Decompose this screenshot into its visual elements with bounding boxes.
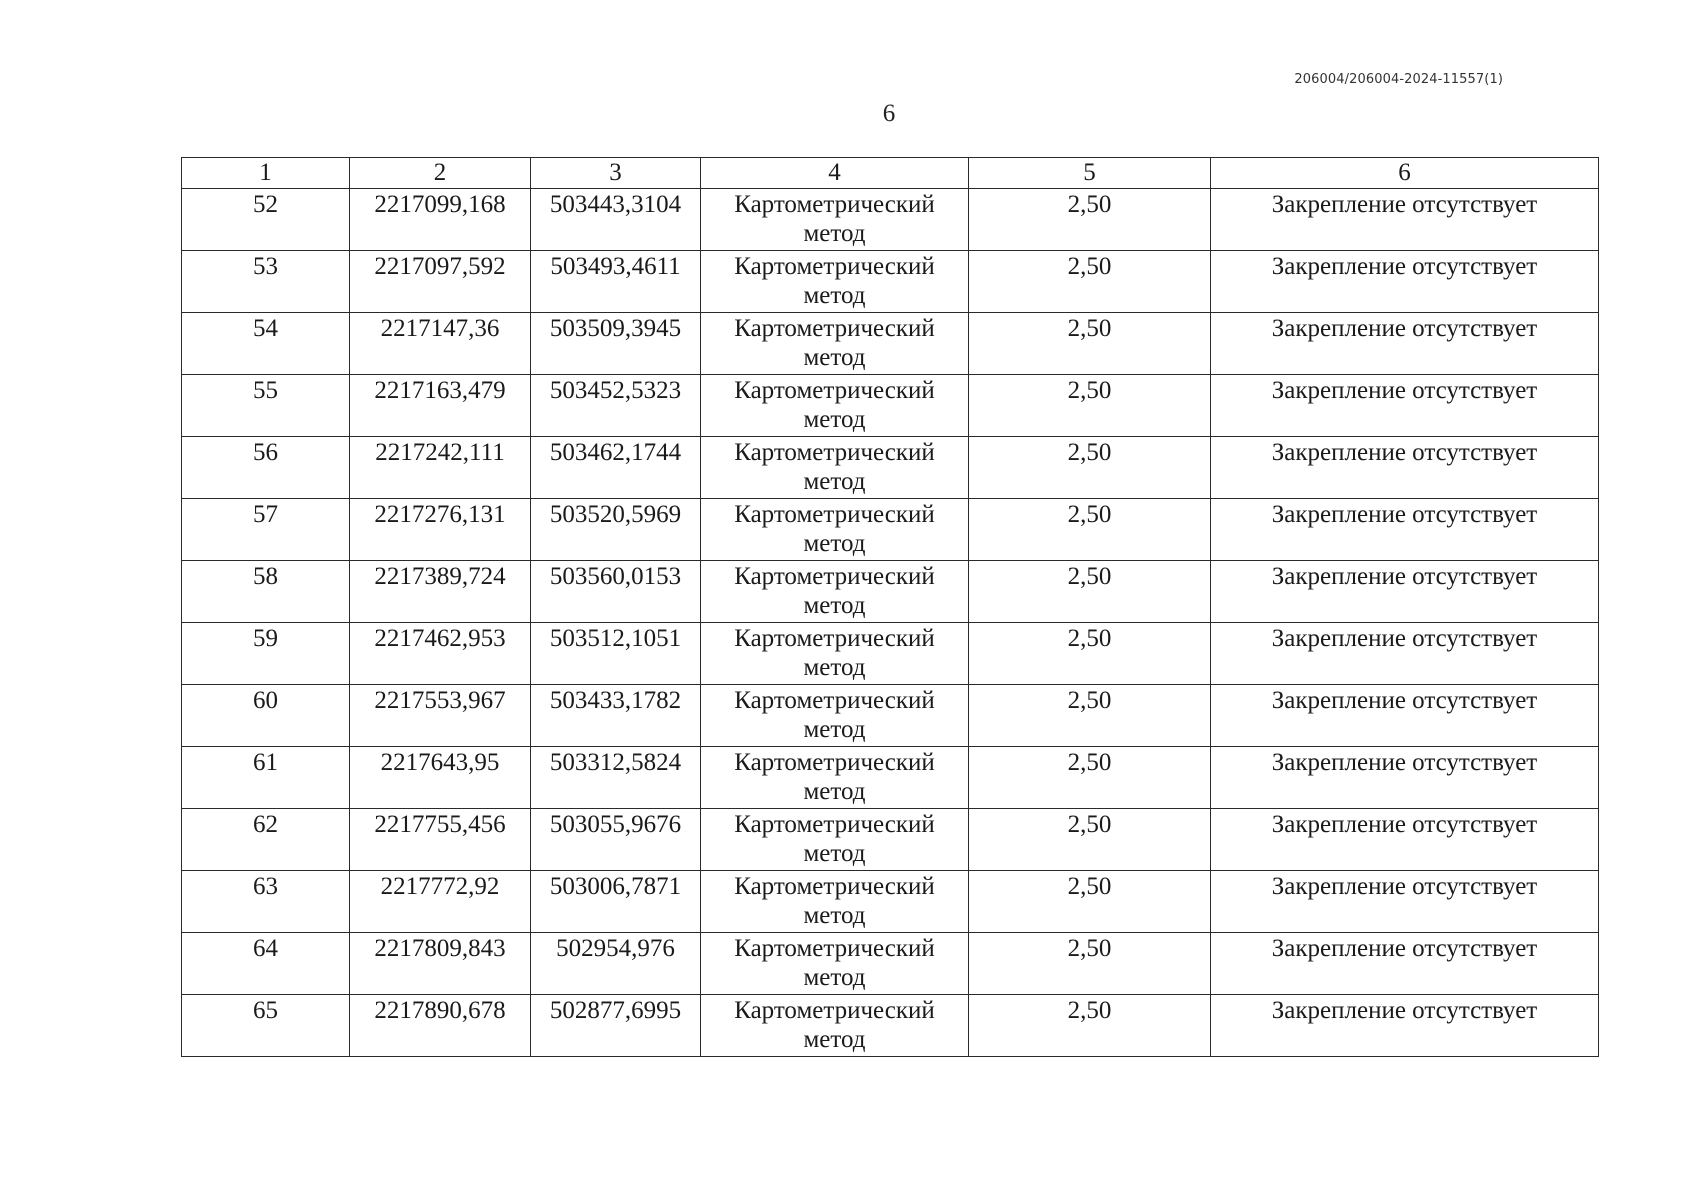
coordinate-x-cell: 2217755,456 (350, 809, 531, 871)
coordinate-y-cell: 503509,3945 (531, 313, 701, 375)
point-number-cell: 64 (182, 933, 350, 995)
fixing-description-cell: Закрепление отсутствует (1211, 933, 1599, 995)
coordinate-y-cell: 503493,4611 (531, 251, 701, 313)
method-line-1: Картометрический (734, 191, 935, 218)
method-line-2: метод (803, 1026, 866, 1053)
table-row (182, 623, 1599, 685)
point-number-cell: 54 (182, 313, 350, 375)
accuracy-cell: 2,50 (969, 375, 1211, 437)
method-line-2: метод (803, 716, 866, 743)
column-header: 4 (701, 158, 969, 189)
accuracy-cell: 2,50 (969, 809, 1211, 871)
table-row (182, 747, 1599, 809)
method-line-2: метод (803, 964, 866, 991)
method-line-1: Картометрический (734, 501, 935, 528)
coordinate-x-cell: 2217163,479 (350, 375, 531, 437)
coordinate-y-cell: 502954,976 (531, 933, 701, 995)
method-cell (701, 375, 969, 437)
coordinate-y-cell: 503452,5323 (531, 375, 701, 437)
method-cell (701, 747, 969, 809)
method-cell (701, 995, 969, 1057)
method-line-1: Картометрический (734, 563, 935, 590)
method-line-2: метод (803, 902, 866, 929)
coordinate-y-cell: 503443,3104 (531, 189, 701, 251)
table-row (182, 313, 1599, 375)
coordinate-y-cell: 503462,1744 (531, 437, 701, 499)
point-number-cell: 65 (182, 995, 350, 1057)
page-number: 6 (882, 100, 896, 127)
coordinate-x-cell: 2217890,678 (350, 995, 531, 1057)
point-number-cell: 52 (182, 189, 350, 251)
coordinate-x-cell: 2217097,592 (350, 251, 531, 313)
method-line-1: Картометрический (734, 873, 935, 900)
method-line-1: Картометрический (734, 253, 935, 280)
point-number-cell: 57 (182, 499, 350, 561)
coordinate-y-cell: 503055,9676 (531, 809, 701, 871)
method-line-2: метод (803, 468, 866, 495)
column-header: 3 (531, 158, 701, 189)
table-row (182, 437, 1599, 499)
coordinate-x-cell: 2217772,92 (350, 871, 531, 933)
method-cell (701, 685, 969, 747)
point-number-cell: 58 (182, 561, 350, 623)
point-number-cell: 62 (182, 809, 350, 871)
fixing-description-cell: Закрепление отсутствует (1211, 809, 1599, 871)
method-cell (701, 561, 969, 623)
method-cell (701, 809, 969, 871)
method-line-1: Картометрический (734, 749, 935, 776)
column-header: 2 (350, 158, 531, 189)
table-row (182, 561, 1599, 623)
accuracy-cell: 2,50 (969, 251, 1211, 313)
table-row (182, 995, 1599, 1057)
method-line-1: Картометрический (734, 687, 935, 714)
point-number-cell: 59 (182, 623, 350, 685)
point-number-cell: 53 (182, 251, 350, 313)
fixing-description-cell: Закрепление отсутствует (1211, 871, 1599, 933)
fixing-description-cell: Закрепление отсутствует (1211, 995, 1599, 1057)
fixing-description-cell: Закрепление отсутствует (1211, 251, 1599, 313)
coordinate-x-cell: 2217553,967 (350, 685, 531, 747)
coordinate-x-cell: 2217389,724 (350, 561, 531, 623)
fixing-description-cell: Закрепление отсутствует (1211, 747, 1599, 809)
coordinate-y-cell: 503520,5969 (531, 499, 701, 561)
accuracy-cell: 2,50 (969, 623, 1211, 685)
method-cell (701, 623, 969, 685)
point-number-cell: 60 (182, 685, 350, 747)
point-number-cell: 61 (182, 747, 350, 809)
table-row (182, 375, 1599, 437)
coordinate-x-cell: 2217099,168 (350, 189, 531, 251)
coordinates-table (181, 157, 1599, 1057)
column-header: 5 (969, 158, 1211, 189)
column-header: 6 (1211, 158, 1599, 189)
method-line-2: метод (803, 778, 866, 805)
method-line-1: Картометрический (734, 997, 935, 1024)
method-cell (701, 189, 969, 251)
method-line-2: метод (803, 592, 866, 619)
fixing-description-cell: Закрепление отсутствует (1211, 375, 1599, 437)
method-cell (701, 499, 969, 561)
point-number-cell: 55 (182, 375, 350, 437)
method-cell (701, 933, 969, 995)
header-row (182, 158, 1599, 189)
accuracy-cell: 2,50 (969, 499, 1211, 561)
coordinate-y-cell: 503560,0153 (531, 561, 701, 623)
method-line-2: метод (803, 654, 866, 681)
table-row (182, 933, 1599, 995)
fixing-description-cell: Закрепление отсутствует (1211, 189, 1599, 251)
method-line-1: Картометрический (734, 315, 935, 342)
method-line-2: метод (803, 282, 866, 309)
table-row (182, 499, 1599, 561)
accuracy-cell: 2,50 (969, 933, 1211, 995)
accuracy-cell: 2,50 (969, 747, 1211, 809)
accuracy-cell: 2,50 (969, 437, 1211, 499)
method-line-2: метод (803, 344, 866, 371)
accuracy-cell: 2,50 (969, 189, 1211, 251)
coordinate-y-cell: 502877,6995 (531, 995, 701, 1057)
table-row (182, 809, 1599, 871)
coordinate-x-cell: 2217242,111 (350, 437, 531, 499)
method-line-2: метод (803, 220, 866, 247)
method-line-1: Картометрический (734, 377, 935, 404)
method-line-2: метод (803, 406, 866, 433)
method-cell (701, 871, 969, 933)
coordinate-x-cell: 2217147,36 (350, 313, 531, 375)
coordinate-y-cell: 503433,1782 (531, 685, 701, 747)
method-line-2: метод (803, 530, 866, 557)
table-header (182, 158, 1599, 189)
point-number-cell: 63 (182, 871, 350, 933)
accuracy-cell: 2,50 (969, 561, 1211, 623)
table-row (182, 871, 1599, 933)
accuracy-cell: 2,50 (969, 871, 1211, 933)
table-row (182, 685, 1599, 747)
coordinate-y-cell: 503006,7871 (531, 871, 701, 933)
coordinate-y-cell: 503512,1051 (531, 623, 701, 685)
column-header: 1 (182, 158, 350, 189)
coordinate-x-cell: 2217643,95 (350, 747, 531, 809)
method-line-1: Картометрический (734, 935, 935, 962)
coordinate-x-cell: 2217276,131 (350, 499, 531, 561)
method-line-1: Картометрический (734, 811, 935, 838)
point-number-cell: 56 (182, 437, 350, 499)
accuracy-cell: 2,50 (969, 685, 1211, 747)
fixing-description-cell: Закрепление отсутствует (1211, 313, 1599, 375)
method-line-1: Картометрический (734, 439, 935, 466)
method-cell (701, 437, 969, 499)
method-cell (701, 251, 969, 313)
table-row (182, 251, 1599, 313)
coordinate-y-cell: 503312,5824 (531, 747, 701, 809)
coordinate-x-cell: 2217462,953 (350, 623, 531, 685)
method-line-1: Картометрический (734, 625, 935, 652)
document-id: 206004/206004-2024-11557(1) (1294, 72, 1503, 87)
method-cell (701, 313, 969, 375)
accuracy-cell: 2,50 (969, 995, 1211, 1057)
accuracy-cell: 2,50 (969, 313, 1211, 375)
fixing-description-cell: Закрепление отсутствует (1211, 685, 1599, 747)
table-row (182, 189, 1599, 251)
method-line-2: метод (803, 840, 866, 867)
fixing-description-cell: Закрепление отсутствует (1211, 561, 1599, 623)
fixing-description-cell: Закрепление отсутствует (1211, 437, 1599, 499)
table-body (182, 189, 1599, 1057)
fixing-description-cell: Закрепление отсутствует (1211, 623, 1599, 685)
coordinate-x-cell: 2217809,843 (350, 933, 531, 995)
fixing-description-cell: Закрепление отсутствует (1211, 499, 1599, 561)
